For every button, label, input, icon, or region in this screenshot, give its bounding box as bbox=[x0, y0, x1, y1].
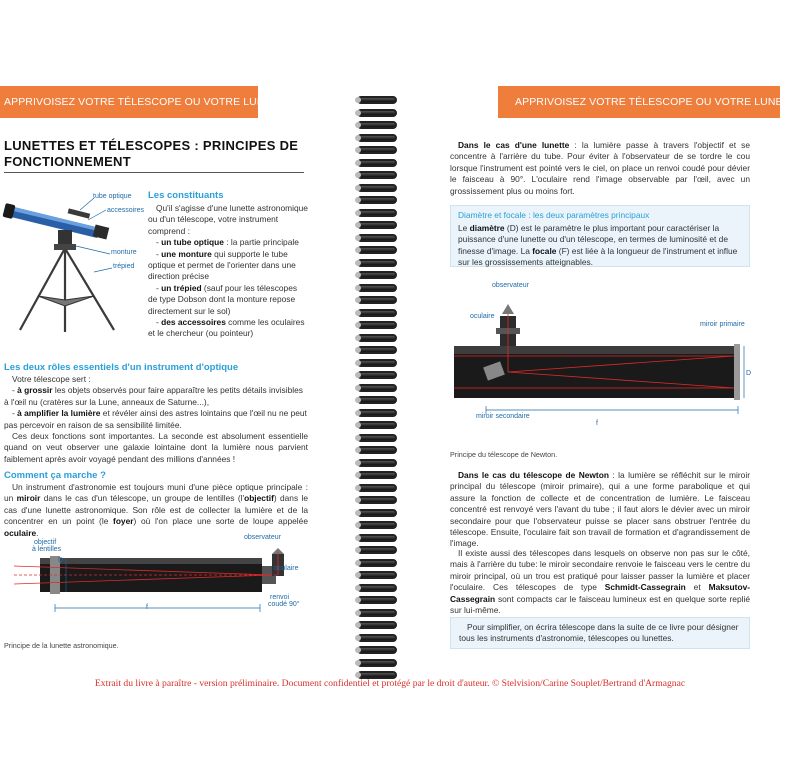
spiral-ring bbox=[355, 508, 399, 518]
spiral-ring bbox=[355, 233, 399, 243]
spiral-ring bbox=[355, 633, 399, 643]
label-renvoi: renvoi bbox=[270, 594, 290, 601]
spiral-ring bbox=[355, 533, 399, 543]
spiral-ring bbox=[355, 133, 399, 143]
constituants-intro: Qu'il s'agisse d'une lunette astronomique ou d'un télescope, votre instrument comprend : bbox=[148, 203, 308, 236]
page-title bbox=[4, 138, 304, 170]
spiral-ring bbox=[355, 558, 399, 568]
roles-intro: Votre télescope sert : bbox=[12, 374, 91, 384]
spiral-ring bbox=[355, 370, 399, 380]
spiral-ring bbox=[355, 308, 399, 318]
label-objectif: objectif bbox=[34, 539, 57, 546]
spiral-ring bbox=[355, 170, 399, 180]
spiral-binding bbox=[355, 95, 399, 683]
spiral-ring bbox=[355, 195, 399, 205]
note-text: Pour simplifier, on écrira télescope dans la suite de ce livre pour désigner tous les instruments d'astronomie, télescopes ou lunettes. bbox=[459, 622, 739, 644]
primary-mirror bbox=[734, 344, 740, 400]
label-trepied: trépied bbox=[113, 263, 135, 270]
spiral-ring bbox=[355, 420, 399, 430]
spiral-ring bbox=[355, 395, 399, 405]
telescope-tube bbox=[2, 203, 109, 240]
heading-comment-ca-marche: Comment ça marche ? bbox=[4, 470, 106, 481]
spiral-ring bbox=[355, 470, 399, 480]
spiral-ring bbox=[355, 95, 399, 105]
spiral-ring bbox=[355, 458, 399, 468]
spiral-ring bbox=[355, 570, 399, 580]
spiral-ring bbox=[355, 183, 399, 193]
newton-diagram bbox=[452, 290, 752, 430]
spiral-ring bbox=[355, 358, 399, 368]
label-observateur-right: observateur bbox=[492, 282, 529, 289]
spiral-ring bbox=[355, 108, 399, 118]
spiral-ring bbox=[355, 495, 399, 505]
roles-item-lumiere: - à amplifier la lumière et révéler ainsi des astres lointains que l'œil nu ne peut pas percevoir en raison de sa sensibilité limitée. bbox=[4, 408, 307, 430]
label-miroir-primaire: miroir primaire bbox=[700, 321, 745, 328]
constituants-item: - des accessoires comme les oculaires et le chercheur (ou pointeur) bbox=[148, 317, 305, 339]
spiral-ring bbox=[355, 333, 399, 343]
tripod bbox=[20, 250, 114, 332]
constituants-item: - une monture qui supporte le tube optique et permet de l'orienter dans une direction précise bbox=[148, 248, 296, 282]
spiral-ring bbox=[355, 433, 399, 443]
heading-roles: Les deux rôles essentiels d'un instrument d'optique bbox=[4, 362, 239, 373]
spiral-ring bbox=[355, 120, 399, 130]
spiral-ring bbox=[355, 345, 399, 355]
section-roles bbox=[4, 362, 308, 465]
paragraph-newton: Dans le cas du télescope de Newton : la lumière se réfléchit sur le miroir principal du télescope (miroir primaire), qui a une forme parabolique et qui assure la fonction de collecte et de concentration de lumière. Le faisceau concentré est renvoyé vers l'avant du tube ; il faut alors le dévier avec un miroir secondaire pour que l'observateur puisse se placer sans obstruer l'entrée du télescope. Ensuite, l'oculaire fait son travail de formation et d'agrandissement de l'image. bbox=[450, 470, 750, 549]
spiral-ring bbox=[355, 208, 399, 218]
spiral-ring bbox=[355, 608, 399, 618]
mount bbox=[54, 230, 76, 250]
spiral-ring bbox=[355, 283, 399, 293]
spiral-ring bbox=[355, 445, 399, 455]
label-monture: monture bbox=[111, 249, 137, 256]
roles-item-grossir: - à grossir les objets observés pour faire apparaître les petits détails invisibles à l'œil nu (cratères sur la Lune, anneaux de Saturne...), bbox=[4, 385, 303, 407]
spiral-ring bbox=[355, 620, 399, 630]
label-f-right: f bbox=[596, 420, 598, 427]
spiral-ring bbox=[355, 483, 399, 493]
roles-paragraph: Ces deux fonctions sont importantes. La seconde est absolument essentielle quand on veut observer une galaxie lointaine dont la lumière nous parvient faiblement après avoir voyagé pendant des millions d'années ! bbox=[4, 431, 308, 464]
confidential-footer: Extrait du livre à paraître - version préliminaire. Document confidentiel et protégé par le droit d'auteur. © Stelvision/Carine Souplet/Bertrand d'Armagnac bbox=[94, 678, 686, 689]
right-chapter-banner: APPRIVOISEZ VOTRE TÉLESCOPE OU VOTRE LUNETTE bbox=[498, 86, 780, 118]
spiral-ring bbox=[355, 408, 399, 418]
label-tube-optique: tube optique bbox=[93, 193, 132, 200]
info-box-diametre-focale bbox=[450, 205, 750, 267]
spiral-ring bbox=[355, 658, 399, 668]
spiral-ring bbox=[355, 645, 399, 655]
label-D-left: D bbox=[58, 557, 64, 564]
heading-constituants: Les constituants bbox=[148, 190, 224, 201]
label-observateur-left: observateur bbox=[244, 534, 281, 541]
label-oculaire-left: oculaire bbox=[274, 565, 299, 572]
spiral-ring bbox=[355, 270, 399, 280]
label-a-lentilles: à lentilles bbox=[32, 546, 62, 553]
info-box-title: Diamètre et focale : les deux paramètres principaux bbox=[458, 210, 650, 220]
spiral-ring bbox=[355, 245, 399, 255]
spiral-ring bbox=[355, 258, 399, 268]
label-accessoires: accessoires bbox=[107, 207, 144, 214]
label-miroir-secondaire: miroir secondaire bbox=[476, 413, 530, 420]
label-D-right: D bbox=[746, 370, 752, 377]
spiral-ring bbox=[355, 520, 399, 530]
page-title-line1: LUNETTES ET TÉLESCOPES : PRINCIPES DE bbox=[4, 138, 299, 153]
label-f-left: f bbox=[146, 604, 148, 611]
paragraph-cassegrain: Il existe aussi des télescopes dans lesquels on observe non pas sur le côté, mais à l'arrière du tube: le miroir secondaire renvoie le faisceau vers le centre du miroir principal, où un trou est pratiqué pour laisser passer la lumière et placer l'oculaire. Ces télescopes de type Schmidt-Cassegrain et Maksutov-Cassegrain sont compacts car le faisceau lumineux est en quelque sorte replié sur lui-même. bbox=[450, 548, 751, 616]
spiral-ring bbox=[355, 158, 399, 168]
title-rule bbox=[4, 172, 304, 173]
spiral-ring bbox=[355, 145, 399, 155]
spiral-ring bbox=[355, 220, 399, 230]
spiral-ring bbox=[355, 583, 399, 593]
paragraph-lunette: Dans le cas d'une lunette : la lumière passe à travers l'objectif et se concentre à l'arrière du tube. Pour éviter à l'observateur de se tordre le cou lorsque l'instrument est pointé vers le ciel, on place un renvoi coudé pour dévier le faisceau à 90°. L'oculaire rend l'image observable par l'œil, avec un grossissement plus ou moins fort. bbox=[450, 140, 750, 196]
spiral-ring bbox=[355, 545, 399, 555]
label-coude: coudé 90° bbox=[268, 601, 300, 608]
spiral-ring bbox=[355, 295, 399, 305]
info-box-text: Le diamètre (D) est le paramètre le plus important pour caractériser la puissance d'une lunette ou d'un télescope, en termes de luminosité et de finesse d'image. La focale (F) est liée à la longueur de l'instrument et influe sur les grossissements atteignables. bbox=[458, 223, 738, 268]
page-title-line2: FONCTIONNEMENT bbox=[4, 154, 131, 169]
caption-newton: Principe du télescope de Newton. bbox=[450, 450, 558, 459]
label-oculaire-right: oculaire bbox=[470, 313, 495, 320]
note-box bbox=[450, 617, 750, 649]
caption-lunette: Principe de la lunette astronomique. bbox=[4, 641, 119, 650]
constituants-item: - un tube optique : la partie principale bbox=[156, 237, 299, 248]
spiral-ring bbox=[355, 320, 399, 330]
constituants-item: - un trépied (sauf pour les télescopes de type Dobson dont la monture repose directement sur le sol) bbox=[148, 282, 298, 316]
spiral-ring bbox=[355, 595, 399, 605]
spiral-ring bbox=[355, 383, 399, 393]
section-comment-ca-marche bbox=[4, 470, 308, 539]
marche-paragraph: Un instrument d'astronomie est toujours muni d'une pièce optique principale : un miroir dans le cas d'un télescope, un groupe de lentilles (l'objectif) dans le cas d'une lunette astronomique. Son rôle est de collecter la lumière et de la concentrer en un point (le foyer) où l'on place une sorte de loupe appelée oculaire. bbox=[4, 482, 308, 538]
section-constituants bbox=[148, 190, 308, 340]
left-chapter-banner: APPRIVOISEZ VOTRE TÉLESCOPE OU VOTRE LUNETTE bbox=[0, 86, 258, 118]
